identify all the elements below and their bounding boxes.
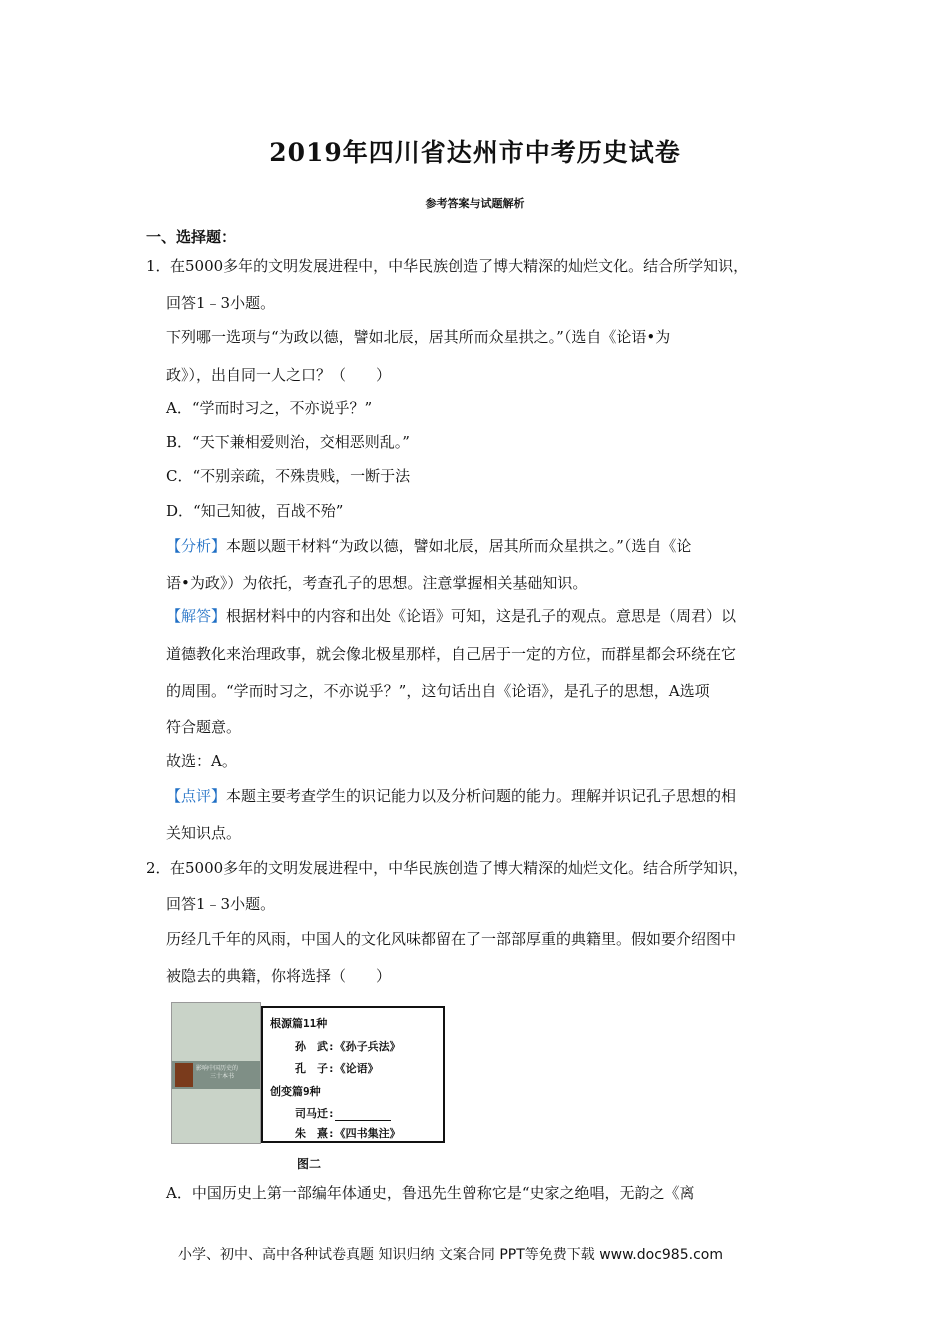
answer-text: 根据材料中的内容和出处《论语》可知，这是孔子的观点。意思是（周君）以 <box>226 607 737 625</box>
question-text: 历经几千年的风雨，中国人的文化风味都留在了一部部厚重的典籍里。假如要介绍图中 <box>166 930 737 948</box>
section-heading: 一、选择题： <box>146 228 237 246</box>
list-category: 创变篇9种 <box>270 1085 321 1098</box>
list-entry: 朱 熹:《四书集注》 <box>295 1127 401 1140</box>
page-subtitle: 参考答案与试题解析 <box>425 197 525 210</box>
page-footer: 小学、初中、高中各种试卷真题 知识归纳 文案合同 PPT等免费下载 www.doc985.com <box>178 1247 723 1263</box>
question-number: 2． <box>146 859 171 877</box>
book-portrait <box>175 1063 193 1087</box>
book-cover-image <box>171 1002 261 1144</box>
list-entry: 孔 子:《论语》 <box>295 1062 379 1075</box>
answer-text: 的周围。“学而时习之，不亦说乎？”，这句话出自《论语》，是孔子的思想，A选项 <box>166 682 710 700</box>
option-a: A．中国历史上第一部编年体通史，鲁迅先生曾称它是“史家之绝唱，无韵之《离 <box>166 1184 695 1202</box>
analysis-text: 本题以题干材料“为政以德，譬如北辰，居其所而众星拱之。”（选自《论 <box>226 537 692 555</box>
question-text: 下列哪一选项与“为政以德，譬如北辰，居其所而众星拱之。”（选自《论语•为 <box>166 328 671 346</box>
question-text: 在5000多年的文明发展进程中，中华民族创造了博大精深的灿烂文化。结合所学知识， <box>170 257 749 275</box>
question-text: 回答1﹣3小题。 <box>166 294 276 312</box>
figure-2 <box>171 1002 446 1145</box>
option-c: C．“不别亲疏，不殊贵贱，一断于法 <box>166 467 411 485</box>
comment <box>166 786 736 806</box>
book-title <box>196 1065 238 1081</box>
question-text: 在5000多年的文明发展进程中，中华民族创造了博大精深的灿烂文化。结合所学知识， <box>170 859 749 877</box>
analysis <box>166 536 691 556</box>
answer-text: 道德教化来治理政事，就会像北极星那样，自己居于一定的方位，而群星都会环绕在它 <box>166 645 737 663</box>
question-text: 回答1﹣3小题。 <box>166 895 276 913</box>
answer-tag: 【解答】 <box>166 607 227 625</box>
book-title-line: 影响中国历史的 <box>196 1065 239 1072</box>
comment-text: 本题主要考查学生的识记能力以及分析问题的能力。理解并识记孔子思想的相 <box>226 787 737 805</box>
option-d: D．“知己知彼，百战不殆” <box>166 502 344 520</box>
comment-tag: 【点评】 <box>166 787 227 805</box>
answer-text: 符合题意。 <box>166 718 242 736</box>
question-text: 被隐去的典籍，你将选择（ ） <box>166 967 392 985</box>
analysis-tag: 【分析】 <box>166 537 227 555</box>
final-choice: 故选：A。 <box>166 752 237 770</box>
list-category: 根源篇11种 <box>270 1017 328 1030</box>
answer <box>166 606 736 626</box>
list-author: 司马迁: <box>295 1107 335 1120</box>
question-text: 政》），出自同一人之口？（ ） <box>166 366 392 384</box>
figure-caption: 图二 <box>297 1157 322 1171</box>
comment-text: 关知识点。 <box>166 824 242 842</box>
list-entry <box>295 1105 391 1121</box>
hidden-book-blank <box>335 1109 391 1121</box>
option-b: B．“天下兼相爱则治，交相恶则乱。” <box>166 433 410 451</box>
book-list-box <box>261 1006 445 1143</box>
book-title-line: 三十本书 <box>210 1073 235 1080</box>
analysis-text: 语•为政》）为依托，考查孔子的思想。注意掌握相关基础知识。 <box>166 574 588 592</box>
list-entry: 孙 武:《孙子兵法》 <box>295 1040 401 1053</box>
option-a: A．“学而时习之，不亦说乎？” <box>166 399 373 417</box>
question-number: 1． <box>146 257 171 275</box>
page-title: 2019年四川省达州市中考历史试卷 <box>269 138 681 167</box>
